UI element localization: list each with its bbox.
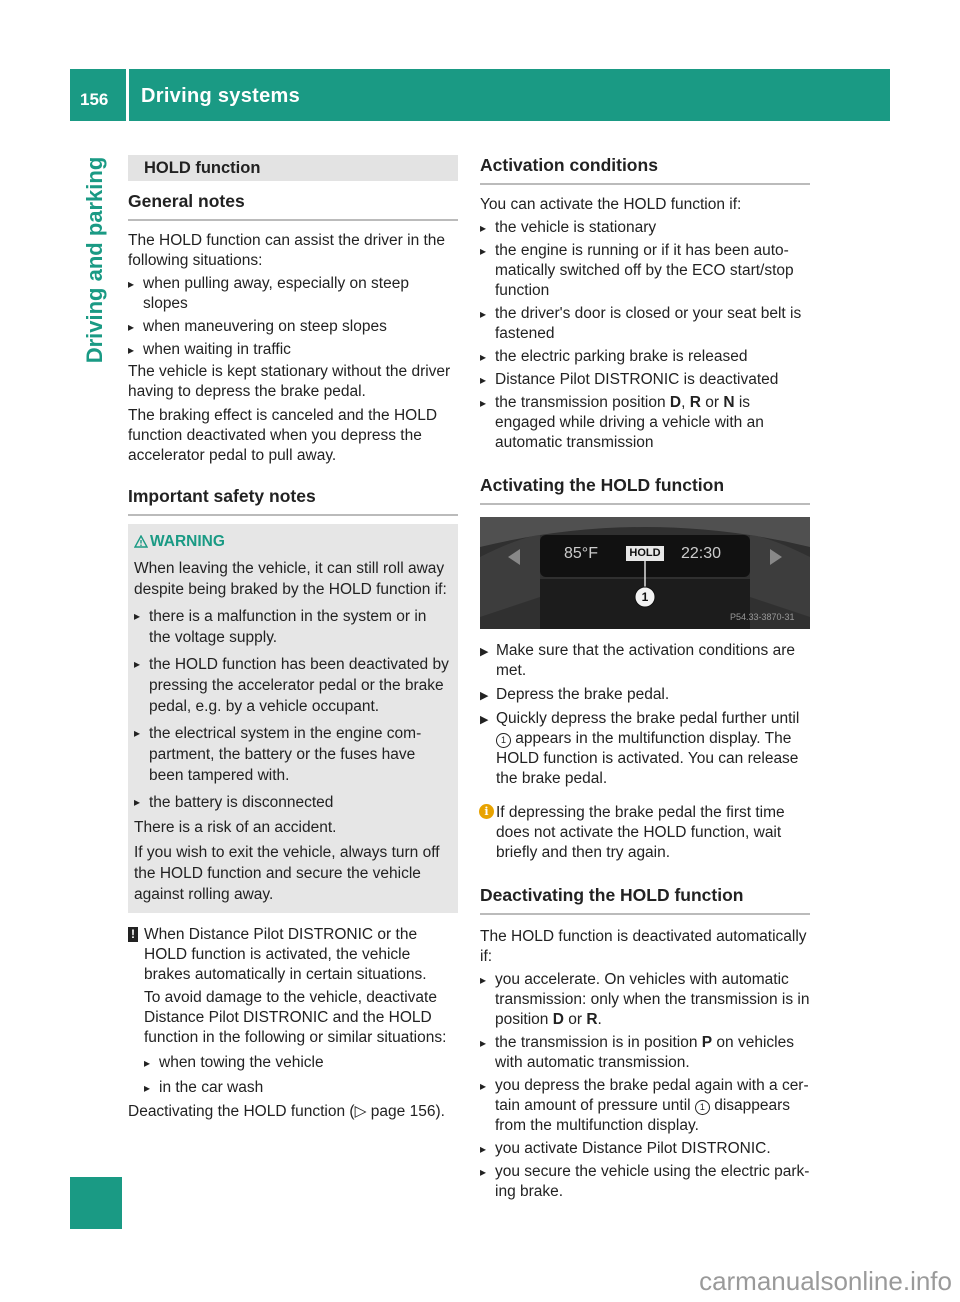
general-paragraph-2: The braking effect is canceled and the HOLD function deactivated when you depress the accelerator pedal to pull away. xyxy=(128,407,438,464)
deactivating-intro: The HOLD function is deactivated automatically if: xyxy=(480,928,807,965)
warning-intro: When leaving the vehicle, it can still roll away despite being braked by the HOLD function if: xyxy=(134,560,447,598)
list-item: ▸ when pulling away, especially on steep slopes xyxy=(128,274,458,314)
list-item: ▸ when maneuvering on steep slopes xyxy=(128,317,458,337)
instrument-cluster-image xyxy=(480,517,810,629)
list-item: ▸ in the car wash xyxy=(144,1078,458,1098)
list-item: ▸ the transmission position D, R or N is engaged while driving a vehicle with an automatic transmission xyxy=(480,393,810,453)
list-item: ▸ the electrical system in the engine com-partment, the battery or the fuses have been tampered with. xyxy=(134,723,450,786)
exclamation-icon: ! xyxy=(128,927,138,942)
general-notes-heading: General notes xyxy=(128,191,458,221)
side-tab xyxy=(70,155,120,385)
watermark: carmanualsonline.info xyxy=(699,1266,952,1296)
hold-badge: HOLD xyxy=(629,547,661,559)
list-item: ▸ when towing the vehicle xyxy=(144,1053,458,1073)
warning-bullets xyxy=(134,606,450,813)
list-item: ▸ the vehicle is stationary xyxy=(480,218,810,238)
list-item: ▸ the engine is running or if it has been auto-matically switched off by the ECO start/stop function xyxy=(480,241,810,301)
list-item: ▸ there is a malfunction in the system or in the voltage supply. xyxy=(134,606,450,648)
list-item: ▸ when waiting in traffic xyxy=(128,340,458,360)
warning-title: WARNING xyxy=(150,533,225,550)
step-item: ▶ Make sure that the activation conditions are met. xyxy=(480,641,810,681)
list-item: ▸ the driver's door is closed or your seat belt is fastened xyxy=(480,304,810,344)
list-item: ▸ you depress the brake pedal again with a cer-tain amount of pressure until 1 disappears from the multifunction display. xyxy=(480,1076,810,1136)
chapter-title: Driving systems xyxy=(141,85,301,107)
deactivating-bullets xyxy=(480,970,810,1202)
list-item: ▸ the HOLD function has been deactivated by pressing the accelerator pedal or the brake pedal, e.g. by a vehicle occupant. xyxy=(134,654,450,717)
list-item: ▸ Distance Pilot DISTRONIC is deactivated xyxy=(480,370,810,390)
left-column xyxy=(128,155,458,1122)
note-text-1: When Distance Pilot DISTRONIC or the HOLD function is activated, the vehicle brakes automatically in certain situations. xyxy=(144,926,427,983)
header-divider xyxy=(126,69,129,121)
warning-triangle-icon xyxy=(134,535,148,548)
image-code: P54.33-3870-31 xyxy=(730,612,795,622)
activation-bullets xyxy=(480,218,810,453)
safety-notes-heading: Important safety notes xyxy=(128,486,458,516)
list-item: ▸ the electric parking brake is released xyxy=(480,347,810,367)
general-intro: The HOLD function can assist the driver in the following situations: xyxy=(128,232,446,269)
side-square-marker xyxy=(70,1177,122,1229)
info-text: If depressing the brake pedal the first time does not activate the HOLD function, wait briefly and then try again. xyxy=(496,804,785,861)
deactivating-heading: Deactivating the HOLD function xyxy=(480,885,810,915)
list-item: ▸ the battery is disconnected xyxy=(134,792,450,813)
general-bullets xyxy=(128,274,458,360)
right-column xyxy=(480,155,810,1202)
activation-steps xyxy=(480,641,810,789)
list-item: ▸ you activate Distance Pilot DISTRONIC. xyxy=(480,1139,810,1159)
side-tab-label: Driving and parking xyxy=(82,156,107,364)
list-item: ▸ the transmission is in position P on vehicles with automatic transmission. xyxy=(480,1033,810,1073)
note-bullets xyxy=(144,1053,458,1098)
page-number: 156 xyxy=(80,90,109,109)
callout-1-icon: 1 xyxy=(496,733,511,748)
info-icon: i xyxy=(479,804,494,819)
hold-function-heading: HOLD function xyxy=(128,155,458,181)
display-temperature: 85°F xyxy=(564,545,598,562)
step-item: ▶ Depress the brake pedal. xyxy=(480,685,810,705)
note-block xyxy=(128,925,458,1098)
note-text-2: To avoid damage to the vehicle, deactivate Distance Pilot DISTRONIC and the HOLD function in the following or similar situations: xyxy=(144,989,447,1046)
list-item: ▸ you secure the vehicle using the electric park-ing brake. xyxy=(480,1162,810,1202)
list-item: ▸ you accelerate. On vehicles with automatic transmission: only when the transmission is in position D or R. xyxy=(480,970,810,1030)
warning-box xyxy=(128,524,458,913)
deactivating-cross-reference[interactable]: Deactivating the HOLD function (▷ page 156). xyxy=(128,1103,445,1120)
warning-risk: There is a risk of an accident. xyxy=(134,819,337,836)
callout-1: 1 xyxy=(641,590,649,604)
activation-intro: You can activate the HOLD function if: xyxy=(480,196,742,213)
activation-conditions-heading: Activation conditions xyxy=(480,155,810,185)
info-note xyxy=(480,803,810,863)
general-paragraph-1: The vehicle is kept stationary without the driver having to depress the brake pedal. xyxy=(128,363,451,400)
activating-heading: Activating the HOLD function xyxy=(480,475,810,505)
callout-1-icon: 1 xyxy=(695,1100,710,1115)
warning-advice: If you wish to exit the vehicle, always turn off the HOLD function and secure the vehicle against rolling away. xyxy=(134,844,440,903)
display-time: 22:30 xyxy=(681,545,722,562)
step-item: ▶ Quickly depress the brake pedal further until 1 appears in the multifunction display. The HOLD function is activated. You can release the brake pedal. xyxy=(480,709,810,789)
